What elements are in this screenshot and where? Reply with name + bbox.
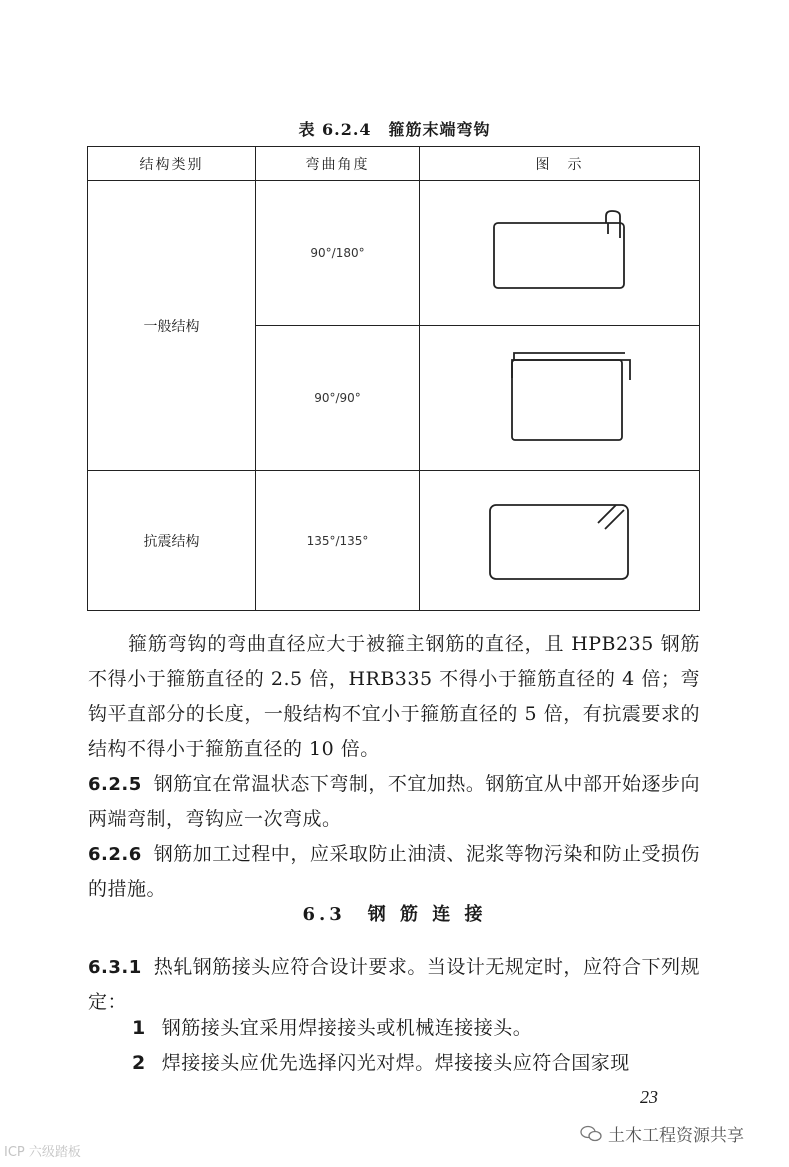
wechat-icon: [580, 1125, 602, 1143]
watermark-left: ICP 六级踏板: [4, 1145, 81, 1160]
table-row: [88, 471, 700, 611]
cell-angle-135-135: 135°/135°: [256, 471, 420, 611]
watermark-text: 土木工程资源共享: [608, 1126, 744, 1146]
clause-number: 6.2.6: [88, 844, 142, 865]
list-item-text: 钢筋接头宜采用焊接接头或机械连接接头。: [161, 1017, 533, 1039]
list-item-number: 2: [132, 1052, 146, 1074]
watermark-right: [580, 1121, 744, 1146]
stirrup-hook-table: [87, 146, 700, 611]
clause-6-2-5: [88, 767, 700, 837]
clause-text: 热轧钢筋接头应符合设计要求。当设计无规定时，应符合下列规定：: [88, 956, 700, 1013]
cell-angle-90-90: 90°/90°: [256, 326, 420, 471]
list-item-text: 焊接接头应优先选择闪光对焊。焊接接头应符合国家现: [161, 1052, 630, 1074]
paragraph-hook-requirements: 箍筋弯钩的弯曲直径应大于被箍主钢筋的直径，且 HPB235 钢筋不得小于箍筋直径的 2.5 倍，HRB335 不得小于箍筋直径的 4 倍；弯钩平直部分的长度，一般结构不宜小于箍筋直径的 5 倍，有抗震要求的结构不得小于箍筋直径的 10 倍。: [88, 633, 700, 760]
section-title: 6.3 钢 筋 连 接: [302, 904, 487, 925]
stirrup-hook-90-180-diagram: [480, 208, 640, 298]
header-bend-angle: 弯曲角度: [256, 147, 420, 181]
clause-6-3-1: [88, 950, 700, 1020]
stirrup-hook-90-90-diagram: [480, 348, 640, 448]
list-item: [132, 1011, 702, 1046]
table-row: [88, 181, 700, 326]
cell-seismic-structure: 抗震结构: [88, 471, 256, 611]
page-number: 23: [640, 1087, 658, 1107]
header-diagram: 图 示: [420, 147, 700, 181]
cell-angle-90-180: 90°/180°: [256, 181, 420, 326]
clause-text: 钢筋加工过程中，应采取防止油渍、泥浆等物污染和防止受损伤的措施。: [88, 843, 700, 900]
table-header-row: [88, 147, 700, 181]
list-item: [132, 1046, 702, 1081]
table-title: 表 6.2.4 箍筋末端弯钩: [298, 120, 491, 139]
cell-diagram-90-90: [420, 326, 700, 471]
clause-text: 钢筋宜在常温状态下弯制，不宜加热。钢筋宜从中部开始逐步向两端弯制，弯钩应一次弯成。: [88, 773, 700, 830]
clause-6-2-6: [88, 837, 700, 907]
cell-diagram-90-180: [420, 181, 700, 326]
clause-number: 6.2.5: [88, 774, 142, 795]
clause-number: 6.3.1: [88, 957, 142, 978]
header-structure-type: 结构类别: [88, 147, 256, 181]
cell-general-structure: 一般结构: [88, 181, 256, 471]
cell-diagram-135-135: [420, 471, 700, 611]
list-item-number: 1: [132, 1017, 146, 1039]
stirrup-hook-135-135-diagram: [480, 491, 640, 591]
